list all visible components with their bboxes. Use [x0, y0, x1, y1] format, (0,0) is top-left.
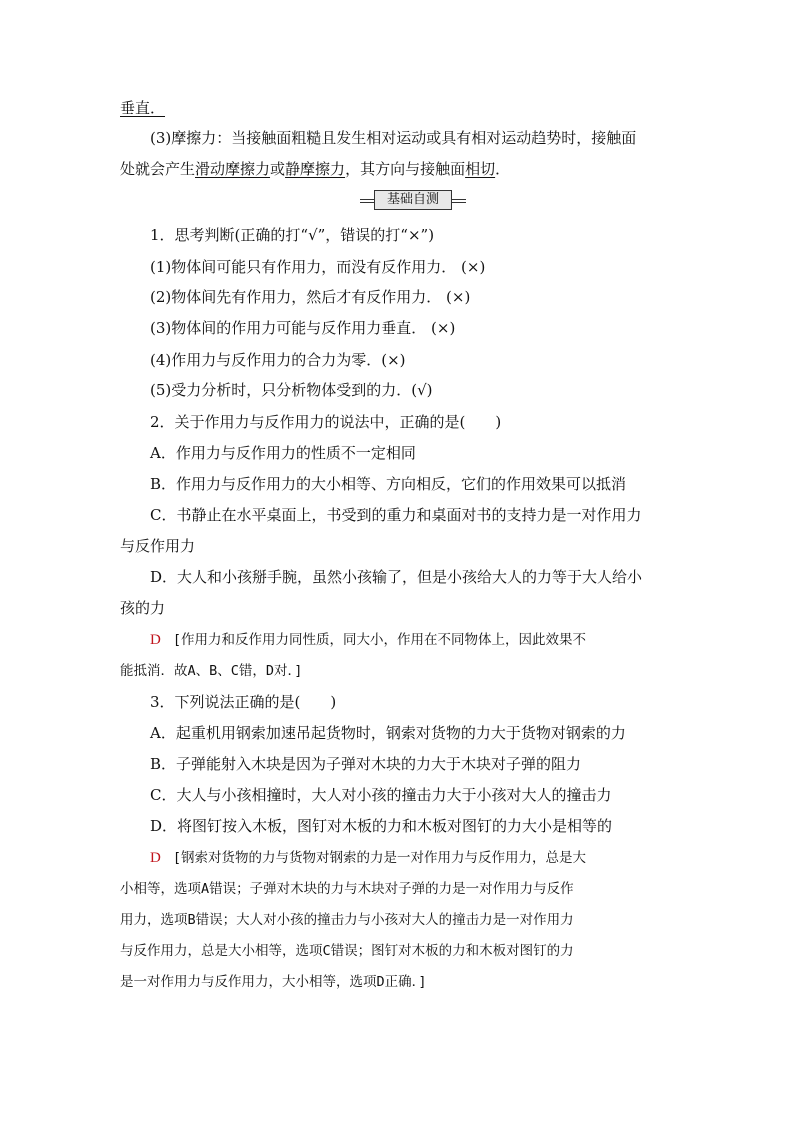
q1-item-2: (2)物体间先有作用力，然后才有反作用力． (×) — [150, 288, 471, 306]
q2-option-c-line-1: C．书静止在水平桌面上，书受到的重力和桌面对书的支持力是一对作用力 — [150, 506, 642, 524]
underlined-term: 滑动摩擦力 — [195, 160, 271, 178]
q1-item-5: (5)受力分析时，只分析物体受到的力．(√) — [150, 381, 433, 399]
q1-item-4: (4)作用力与反作用力的合力为零．(×) — [150, 351, 406, 369]
q3-option-d: D．将图钉按入木板，图钉对木板的力和木板对图钉的力大小是相等的 — [150, 817, 613, 835]
q3-explanation-line-1 — [150, 848, 586, 868]
q3-explanation-line-4: 与反作用力，总是大小相等，选项C错误；图钉对木板的力和木板对图钉的力 — [120, 943, 574, 959]
badge-rule-right — [452, 199, 466, 203]
q2-option-b: B．作用力与反作用力的大小相等、方向相反，它们的作用效果可以抵消 — [150, 475, 627, 493]
text: 处就会产生 — [120, 160, 196, 178]
q2-option-d-line-1: D．大人和小孩掰手腕，虽然小孩输了，但是小孩给大人的力等于大人给小 — [150, 568, 643, 586]
q3-explanation-line-5: 是一对作用力与反作用力，大小相等，选项D正确．] — [120, 974, 427, 990]
intro-line-3 — [120, 159, 510, 179]
text: 或 — [270, 160, 286, 178]
text: [作用力和反作用力同性质，同大小，作用在不同物体上，因此效果不 — [172, 632, 586, 648]
q2-option-c-line-2: 与反作用力 — [120, 537, 196, 555]
intro-line-1: 垂直． — [120, 99, 166, 117]
section-badge-label: 基础自测 — [374, 190, 452, 210]
section-badge — [360, 190, 466, 210]
q1-stem: 1．思考判断(正确的打“√”，错误的打“×”) — [150, 226, 435, 244]
q3-answer-letter: D — [150, 850, 161, 866]
text: [钢索对货物的力与货物对钢索的力是一对作用力与反作用力，总是大 — [172, 850, 586, 866]
q1-item-1: (1)物体间可能只有作用力，而没有反作用力． (×) — [150, 258, 486, 276]
q3-option-c: C．大人与小孩相撞时，大人对小孩的撞击力大于小孩对大人的撞击力 — [150, 786, 612, 804]
underlined-term: 静摩擦力 — [285, 160, 346, 178]
text: ． — [495, 160, 511, 178]
q3-explanation-line-2: 小相等，选项A错误；子弹对木块的力与木块对子弹的力是一对作用力与反作 — [120, 881, 574, 897]
text: ，其方向与接触面 — [345, 160, 466, 178]
q2-option-d-line-2: 孩的力 — [120, 599, 166, 617]
q3-explanation-line-3: 用力，选项B错误；大人对小孩的撞击力与小孩对大人的撞击力是一对作用力 — [120, 912, 574, 928]
q3-option-a: A．起重机用钢索加速吊起货物时，钢索对货物的力大于货物对钢索的力 — [150, 724, 626, 742]
q3-stem: 3．下列说法正确的是( ) — [150, 693, 337, 711]
intro-line-2: (3)摩擦力：当接触面粗糙且发生相对运动或具有相对运动趋势时，接触面 — [150, 129, 637, 147]
q2-explanation-line-1 — [150, 630, 586, 650]
badge-rule-left — [360, 199, 374, 203]
underlined-term: 相切 — [465, 160, 496, 178]
q2-stem: 2．关于作用力与反作用力的说法中，正确的是( ) — [150, 413, 502, 431]
q1-item-3: (3)物体间的作用力可能与反作用力垂直． (×) — [150, 319, 456, 337]
q2-option-a: A．作用力与反作用力的性质不一定相同 — [150, 444, 416, 462]
q2-answer-letter: D — [150, 632, 161, 648]
q2-explanation-line-2: 能抵消．故A、B、C错，D对．] — [120, 663, 303, 679]
q3-option-b: B．子弹能射入木块是因为子弹对木块的力大于木块对子弹的阻力 — [150, 755, 582, 773]
